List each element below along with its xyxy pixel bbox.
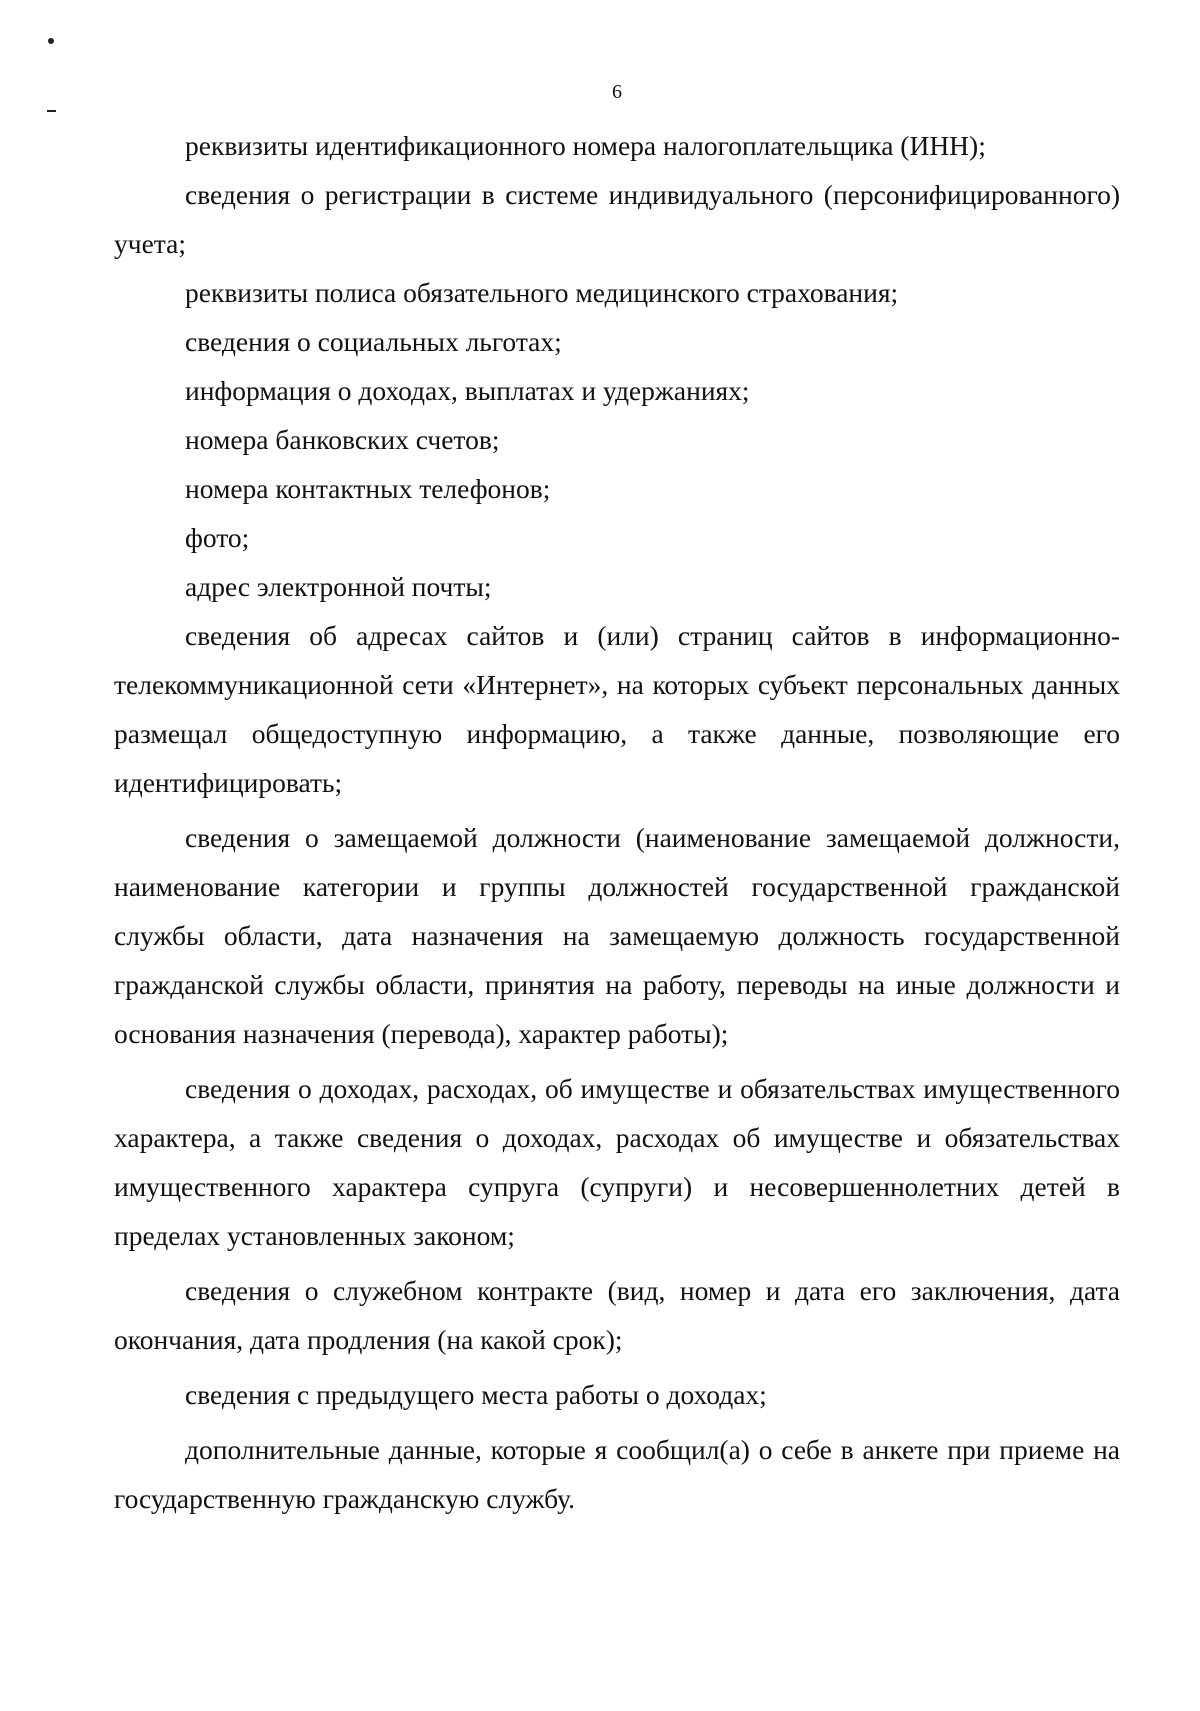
- paragraph-previous-job-income: сведения с предыдущего места работы о доходах;: [185, 1379, 767, 1410]
- page-number: 6: [612, 81, 622, 103]
- paragraph-email: адрес электронной почты;: [185, 571, 492, 602]
- paragraph-position: сведения о замещаемой должности (наименование замещаемой должности, наименование категории и группы должностей государственной гражданской службы области, дата назначения на замещаемую должность государственной гражданской службы области, принятия на работу, переводы на иные должности и основания назначения (перевода), характер работы);: [114, 822, 1120, 1049]
- document-body: [114, 121, 1120, 1523]
- paragraph-inn: реквизиты идентификационного номера налогоплательщика (ИНН);: [185, 130, 986, 161]
- paragraph-social-benefits: сведения о социальных льготах;: [185, 326, 562, 357]
- paragraph-income-info: информация о доходах, выплатах и удержаниях;: [185, 375, 750, 406]
- paragraph-additional-data: дополнительные данные, которые я сообщил(а) о себе в анкете при приеме на государственную гражданскую службу.: [114, 1434, 1120, 1514]
- paragraph-phone-numbers: номера контактных телефонов;: [185, 473, 551, 504]
- paragraph-photo: фото;: [185, 522, 250, 553]
- paragraph-websites: сведения об адресах сайтов и (или) страниц сайтов в информационно-телекоммуникационной сети «Интернет», на которых субъект персональных данных размещал общедоступную информацию, а также данные, позволяющие его идентифицировать;: [114, 620, 1120, 798]
- scan-artifact-dash: [47, 110, 56, 112]
- paragraph-medical-insurance: реквизиты полиса обязательного медицинского страхования;: [185, 277, 899, 308]
- scan-artifact-dot: [48, 38, 54, 44]
- paragraph-service-contract: сведения о служебном контракте (вид, номер и дата его заключения, дата окончания, дата продления (на какой срок);: [114, 1275, 1120, 1355]
- paragraph-personal-accounting: сведения о регистрации в системе индивидуального (персонифицированного) учета;: [114, 179, 1120, 259]
- paragraph-property-declarations: сведения о доходах, расходах, об имуществе и обязательствах имущественного характера, а также сведения о доходах, расходах об имуществе и обязательствах имущественного характера супруга (супруги) и несовершеннолетних детей в пределах установленных законом;: [114, 1073, 1120, 1251]
- paragraph-bank-accounts: номера банковских счетов;: [185, 424, 500, 455]
